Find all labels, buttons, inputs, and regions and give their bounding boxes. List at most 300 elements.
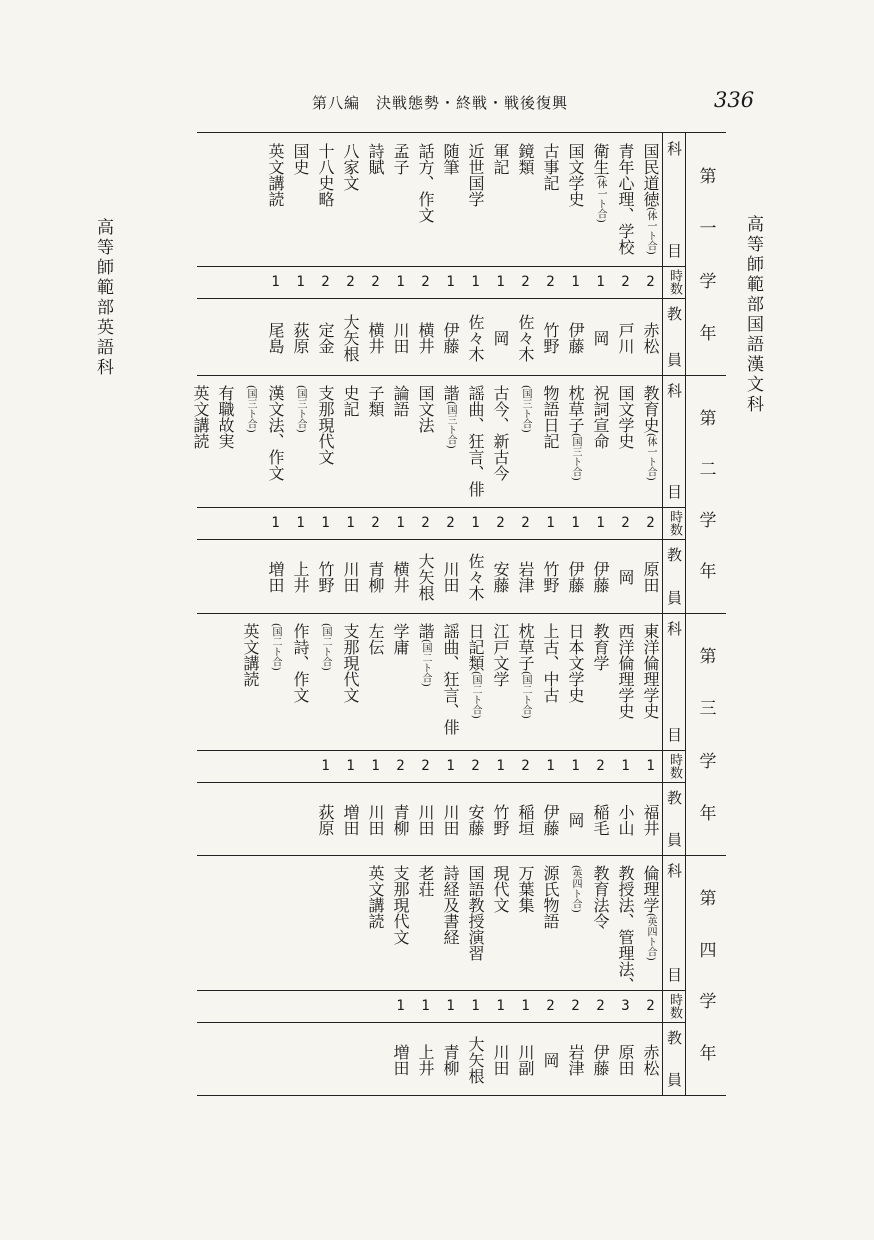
hours-value: 1 [596,515,605,531]
subject-name [263,139,288,264]
hours-value: 1 [646,758,655,774]
subject-name [538,619,588,748]
hours-value: 1 [546,758,555,774]
rule [197,266,686,267]
hours-value: 2 [646,274,655,290]
teacher-name: 上井 [291,561,310,593]
teacher-name: 川田 [416,803,435,836]
subject-name [488,139,513,264]
year-label-char: 年 [695,1043,716,1061]
subject-text: 教育学 [591,623,610,671]
hours-value: 2 [421,515,430,531]
subject-name [388,139,413,264]
subject-text: 国民道徳 [641,143,660,207]
hours-value: 1 [496,274,505,290]
teacher-name: 伊藤 [541,803,560,836]
year-label-char: 第 [695,167,716,184]
year-4-label [686,855,726,1095]
hours-value: 3 [621,998,630,1014]
teacher-name: 安藤 [466,803,485,836]
subject-text: 国文法 [416,385,435,433]
hours-value: 2 [521,274,530,290]
column-label-char: 目 [665,243,683,258]
subject-note: (国三ト合) [245,385,256,433]
subject-list [363,861,663,993]
subject-text: 英文講読 [191,385,210,449]
teacher-name: 岡 [491,329,510,346]
subject-text: 青年心理、学校 衛生 [591,143,635,255]
subject-name [638,619,663,748]
hours-column-label: 時数 [667,510,682,536]
subject-name [288,139,313,264]
hours-column-label: 時数 [667,753,682,779]
subject-text: 左伝 [366,623,385,655]
subject-text: 支那現代文 [316,385,335,465]
subject-name [413,139,438,264]
subject-note: (国三ト合) [295,385,306,433]
hours-value: 1 [271,515,280,531]
subject-name [388,619,413,748]
hours-value: 2 [396,758,405,774]
subject-text: 軍記 [491,143,510,175]
year-label-char: 第 [695,889,716,906]
teacher-name: 稲毛 [591,803,610,836]
subject-note: (国二ト合) [520,671,531,719]
hours-value: 1 [521,998,530,1014]
column-label-char: 員 [665,832,683,847]
year-label-char: 学 [695,751,716,769]
subject-name [613,619,638,748]
subject-note: (国二ト合) [270,623,281,671]
subject-name [338,139,363,264]
teacher-name: 青柳 [391,803,410,836]
hours-value: 1 [571,274,580,290]
hours-value: 1 [396,998,405,1014]
teacher-name: 伊藤 [441,321,460,354]
running-title: 第八編 決戦態勢・終戦・戦後復興 [312,94,569,112]
teacher-name: 伊藤 [591,561,610,593]
subject-text: 万葉集 [516,865,535,913]
subject-name [288,381,338,505]
year-label-char: 一 [695,219,716,237]
column-label-char: 目 [665,967,683,982]
subject-text: 謡曲、狂言、俳 諧 [441,385,485,497]
year-label-char: 四 [695,940,716,958]
subject-text: 孟子 [391,143,410,175]
teacher-name: 岩津 [516,561,535,593]
hours-value: 2 [571,998,580,1014]
hours-value: 2 [446,515,455,531]
subject-name [638,381,663,505]
subject-name [238,381,288,505]
hours-value: 1 [396,274,405,290]
teacher-name: 竹野 [316,561,335,593]
teacher-name: 尾島 [266,321,285,354]
teacher-name: 増田 [266,561,285,593]
year-1-label [686,133,726,375]
subject-text: 支那現代文 [341,623,360,703]
hours-value: 2 [596,998,605,1014]
subject-name [513,619,538,748]
teacher-name: 佐々木 [466,313,485,362]
year-label-char: 二 [695,460,716,477]
hours-value: 1 [446,274,455,290]
subject-note: (国三ト合) [445,401,456,449]
subject-note: (体一ト合) [595,175,606,223]
year-label-char: 年 [695,323,716,341]
column-label-char: 員 [665,590,683,605]
year-label-char: 学 [695,271,716,289]
subject-text: 日記類 [466,623,485,671]
hours-value: 1 [346,758,355,774]
subject-list [238,619,663,748]
subject-name [213,381,238,505]
teacher-column-label [663,1030,686,1087]
subject-name [563,381,588,505]
teacher-name: 大矢根 [416,553,435,601]
teacher-name: 伊藤 [566,561,585,593]
hours-value: 2 [596,758,605,774]
subject-name [238,619,263,748]
column-label-char: 科 [665,141,683,156]
teacher-name: 原田 [616,1043,635,1076]
subject-text: 鏡類 [516,143,535,175]
subject-name [638,861,663,988]
subject-text: 国史 [291,143,310,175]
subject-note: (体一ト合) [645,207,656,255]
hours-list [388,998,663,1014]
column-label-char: 教 [665,547,683,562]
subject-text: 十八史略 [316,143,335,207]
teacher-name: 岡 [591,329,610,346]
hours-value: 2 [421,274,430,290]
subject-name [463,861,488,988]
hours-list [263,515,663,531]
teacher-name: 佐々木 [466,553,485,601]
hours-value: 1 [471,998,480,1014]
teacher-name: 赤松 [641,321,660,354]
subject-text: 学庸 [391,623,410,655]
margin-label-left: 高等師範部英語科 [93,218,113,378]
teacher-column-label [663,547,686,605]
subject-name [338,381,363,505]
subject-text: 江戸文学 [491,623,510,687]
column-label-char: 教 [665,790,683,805]
hours-value: 1 [346,515,355,531]
subject-name [488,381,513,505]
teacher-name: 佐々木 [516,313,535,362]
subject-name [538,139,563,264]
subject-name [438,381,488,505]
subject-text: 作詩、作文 [291,623,310,703]
subject-text: 話方、作文 [416,143,435,223]
subject-name [388,861,413,988]
hours-value: 1 [446,758,455,774]
teacher-name: 青柳 [441,1043,460,1076]
subject-text: 漢文法、作文 [266,385,285,481]
subject-note: (国二ト合) [470,671,481,719]
subject-column-label [663,383,686,499]
teacher-name: 伊藤 [591,1043,610,1076]
rule [197,507,686,508]
subject-text: 祝詞宣命 [591,385,610,449]
year-2-label [686,375,726,613]
teacher-name: 横井 [391,561,410,593]
hours-value: 1 [571,758,580,774]
subject-name [313,139,338,264]
hours-value: 2 [521,515,530,531]
subject-column-label [663,141,686,258]
rule [197,782,686,783]
teacher-name: 荻原 [316,803,335,836]
subject-text: 国語教授演習 [466,865,485,961]
hours-value: 2 [621,515,630,531]
hours-value: 2 [371,274,380,290]
subject-name [438,861,463,988]
margin-label-right: 高等師範部国語漢文科 [743,215,763,415]
hours-value: 2 [546,274,555,290]
rule [197,539,686,540]
subject-text: 古事記 [541,143,560,191]
subject-name [513,381,563,505]
column-label-char: 科 [665,621,683,636]
teacher-name: 原田 [641,561,660,593]
subject-name [488,619,513,748]
subject-name [588,381,613,505]
column-label-char: 科 [665,383,683,398]
teacher-name: 小山 [616,803,635,836]
subject-text: 古今、新古今 [491,385,510,481]
year-label-char: 年 [695,562,716,579]
teacher-name: 伊藤 [566,321,585,354]
subject-name [363,619,388,748]
teacher-column-label [663,306,686,367]
hours-value: 2 [646,998,655,1014]
teacher-name: 福井 [641,803,660,836]
teacher-name: 岡 [566,811,585,828]
teacher-name: 青柳 [366,561,385,593]
hours-list [313,758,663,774]
subject-name [613,381,638,505]
teacher-list [263,306,663,369]
teacher-name: 赤松 [641,1043,660,1076]
running-head [0,88,874,118]
column-label-char: 員 [665,352,683,367]
teacher-name: 川田 [366,803,385,836]
subject-text: 国文学史 [566,143,585,207]
column-label-char: 教 [665,1030,683,1045]
subject-name [463,619,488,748]
year-3-label [686,613,726,855]
hours-value: 2 [421,758,430,774]
subject-name [313,619,363,748]
hours-value: 1 [571,515,580,531]
hours-value: 2 [471,758,480,774]
subject-text: 日本文学史 上古、中古 [541,623,585,703]
subject-name [438,139,463,264]
column-label-char: 目 [665,727,683,742]
hours-value: 1 [371,758,380,774]
hours-value: 1 [396,515,405,531]
subject-note: (国二ト合) [320,623,331,671]
subject-name [363,381,388,505]
subject-name [563,139,588,264]
subject-text: 有職故実 [216,385,235,449]
teacher-name: 戸川 [616,321,635,354]
subject-text: 枕草子 [566,385,585,433]
subject-name [263,619,313,748]
column-label-char: 教 [665,306,683,321]
hours-value: 2 [346,274,355,290]
subject-name [188,381,213,505]
subject-text: 子類 [366,385,385,417]
subject-text: 詩経及書経 [441,865,460,945]
hours-value: 1 [421,998,430,1014]
hours-value: 2 [621,274,630,290]
subject-note: (英四ト合) [645,913,656,961]
year-label-char: 第 [695,647,716,664]
teacher-name: 川田 [441,803,460,836]
teacher-name: 竹野 [491,803,510,836]
subject-text: 東洋倫理学史 [641,623,660,719]
subject-text: 英文講読 [366,865,385,929]
subject-text: 支那現代文 [391,865,410,945]
year-3-section [197,613,726,856]
hours-value: 1 [271,274,280,290]
subject-name [463,139,488,264]
teacher-name: 岡 [541,1051,560,1068]
rule [197,298,686,299]
year-label-char: 学 [695,992,716,1010]
hours-value: 1 [321,515,330,531]
teacher-name: 川田 [441,561,460,593]
hours-value: 1 [321,758,330,774]
teacher-name: 横井 [416,321,435,354]
subject-text: 老荘 [416,865,435,897]
subject-text: 謡曲、狂言、俳 諧 [416,623,460,735]
teacher-name: 安藤 [491,561,510,593]
subject-name [563,861,638,993]
subject-text: 教育史 [641,385,660,433]
subject-text: 倫理学 [641,865,660,913]
teacher-name: 定金 [316,321,335,354]
subject-note: (体一ト合) [645,433,656,481]
rule [197,1022,686,1023]
subject-name [363,861,388,988]
subject-text: 国文学史 [616,385,635,449]
subject-text: 近世国学 [466,143,485,207]
subject-name [388,381,413,505]
hours-value: 1 [621,758,630,774]
hours-value: 1 [296,274,305,290]
subject-note: (国二ト合) [420,639,431,687]
teacher-name: 増田 [391,1043,410,1076]
hours-value: 2 [546,998,555,1014]
hours-value: 1 [496,758,505,774]
subject-text: 枕草子 [516,623,535,671]
hours-value: 2 [521,758,530,774]
column-label-char: 目 [665,484,683,499]
subject-name [413,861,438,988]
subject-text: 随筆 [441,143,460,175]
subject-note: (国三ト合) [520,385,531,433]
year-label-char: 学 [695,511,716,528]
subject-text: 英文講読 [241,623,260,687]
subject-text: 教授法、管理法、 教育法令 [591,865,635,993]
subject-text: 詩賦 [366,143,385,175]
year-label-char: 第 [695,409,716,426]
teacher-name: 竹野 [541,321,560,354]
hours-value: 1 [496,998,505,1014]
teacher-name: 上井 [416,1043,435,1076]
teacher-column-label [663,790,686,847]
teacher-name: 岡 [616,569,635,585]
subject-name [538,861,563,988]
subject-name [588,139,638,264]
subject-note: (英四ト合) [570,865,581,913]
hours-column-label: 時数 [667,993,682,1019]
page-number: 336 [714,88,755,112]
subject-list [188,381,663,505]
teacher-name: 竹野 [541,561,560,593]
hours-value: 2 [646,515,655,531]
teacher-name: 荻原 [291,321,310,354]
subject-name [413,381,438,505]
subject-column-label [663,621,686,742]
subject-name [363,139,388,264]
subject-text: 論語 [391,385,410,417]
hours-list [263,274,663,290]
year-label-char: 三 [695,699,716,717]
subject-name [513,861,538,988]
teacher-name: 稲垣 [516,803,535,836]
hours-value: 1 [446,998,455,1014]
year-2-section [191,375,726,614]
subject-name [513,139,538,264]
teacher-name: 横井 [366,321,385,354]
teacher-name: 大矢根 [341,313,360,362]
subject-name [638,139,663,264]
year-label-char: 年 [695,803,716,821]
teacher-list [313,790,663,849]
hours-value: 1 [546,515,555,531]
curriculum-table [191,132,726,1096]
subject-text: 源氏物語 [541,865,560,929]
teacher-name: 川田 [341,561,360,593]
column-label-char: 員 [665,1072,683,1087]
rule [197,750,686,751]
subject-text: 八家文 [341,143,360,191]
hours-value: 2 [496,515,505,531]
column-label-char: 科 [665,863,683,878]
hours-value: 2 [321,274,330,290]
hours-value: 1 [471,274,480,290]
year-4-section [197,855,726,1095]
subject-text: 史記 [341,385,360,417]
teacher-name: 岩津 [566,1043,585,1076]
hours-value: 1 [596,274,605,290]
teacher-name: 川田 [391,321,410,354]
subject-note: (国三ト合) [570,433,581,481]
subject-name [588,619,613,748]
teacher-name: 川田 [491,1043,510,1076]
year-1-section [197,133,726,376]
hours-column-label: 時数 [667,269,682,295]
subject-column-label [663,863,686,982]
hours-value: 1 [296,515,305,531]
teacher-list [388,1030,663,1089]
subject-name [413,619,463,748]
